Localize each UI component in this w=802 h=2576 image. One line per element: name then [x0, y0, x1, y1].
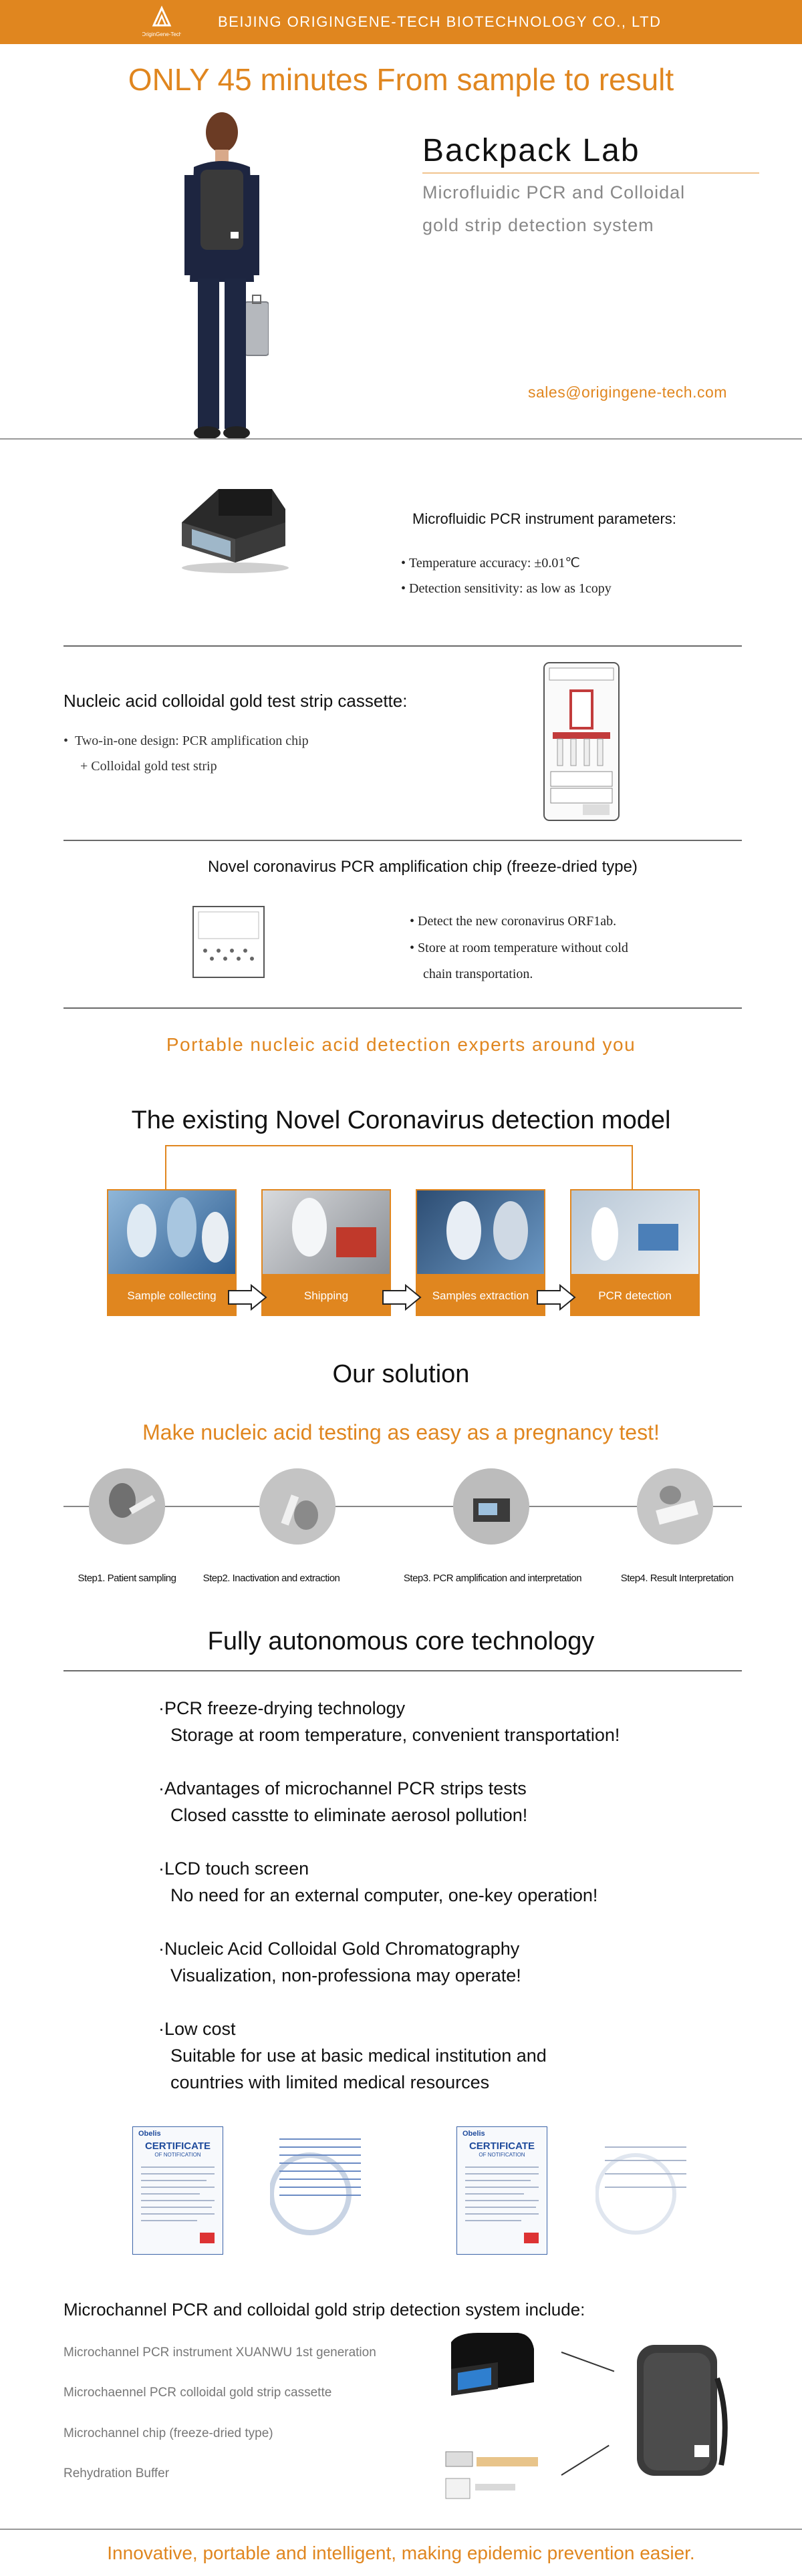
- step-label: Step3. PCR amplification and interpretation: [403, 1573, 582, 1584]
- tech-item-microchannel: [158, 1775, 527, 1828]
- section-divider: [63, 1007, 742, 1009]
- portable-tagline: Portable nucleic acid detection experts around you: [166, 1034, 636, 1055]
- solution-title: Our solution: [332, 1360, 470, 1388]
- existing-model-title: The existing Novel Coronavirus detection model: [131, 1106, 671, 1134]
- tech-item-head: ·LCD touch screen: [158, 1859, 309, 1879]
- tech-item-desc: Suitable for use at basic medical institution and: [170, 2046, 547, 2066]
- tech-item-desc: Storage at room temperature, convenient transportation!: [170, 1725, 620, 1745]
- pcr-chip-image: [192, 905, 265, 979]
- step-label: Step2. Inactivation and extraction: [203, 1573, 340, 1584]
- certificate-annex-image: [595, 2127, 696, 2239]
- shipping-photo: [263, 1190, 390, 1274]
- arrow-right-icon: [227, 1284, 267, 1311]
- hero-subtitle-line1: Microfluidic PCR and Colloidal: [422, 182, 686, 202]
- hero-title: Backpack Lab: [422, 133, 640, 168]
- include-item: Rehydration Buffer: [63, 2466, 170, 2480]
- solution-subtitle: Make nucleic acid testing as easy as a pregnancy test!: [142, 1420, 660, 1444]
- pcr-amplification-icon: [453, 1468, 529, 1545]
- step-caption: Shipping: [303, 1289, 349, 1302]
- section-divider: [63, 645, 742, 647]
- step-sample-collecting: [107, 1189, 237, 1316]
- result-interpretation-icon: [637, 1468, 713, 1545]
- connector-line: [561, 2445, 609, 2476]
- certificate-annex-image: [270, 2127, 370, 2239]
- chip-bullet1-text: Detect the new coronavirus ORF1ab.: [418, 914, 617, 929]
- instrument-bullet-text: Temperature accuracy: ±0.01℃: [409, 556, 580, 571]
- hero-divider: [0, 438, 802, 440]
- instrument-bullet-sensitivity: • Detection sensitivity: as low as 1copy: [401, 581, 612, 596]
- include-item: Microchannel PCR instrument XUANWU 1st generation: [63, 2346, 376, 2360]
- step-label: Step4. Result Interpretation: [620, 1573, 734, 1584]
- person-with-backpack-image: [175, 108, 269, 442]
- instrument-bullet-accuracy: • Temperature accuracy: ±0.01℃: [401, 556, 580, 571]
- chip-heading: Novel coronavirus PCR amplification chip (freeze-dried type): [208, 858, 638, 876]
- hero-title-underline: [422, 172, 759, 174]
- certificate-brand: Obelis: [138, 2130, 161, 2138]
- tech-item-head: ·PCR freeze-drying technology: [158, 1698, 406, 1718]
- tech-item-head: ·Nucleic Acid Colloidal Gold Chromatography: [158, 1939, 520, 1959]
- flow-bracket-line: [165, 1145, 633, 1189]
- include-item: Microchaennel PCR colloidal gold strip cassette: [63, 2386, 332, 2400]
- certificate-title: CERTIFICATE: [469, 2140, 535, 2152]
- core-tech-title: Fully autonomous core technology: [207, 1627, 595, 1655]
- step-caption: Sample collecting: [127, 1289, 217, 1302]
- connector-line: [561, 2352, 615, 2372]
- chip-bullet2: • Store at room temperature without cold: [410, 941, 628, 955]
- header-bar: [0, 0, 802, 44]
- certificate-subtitle: OF NOTIFICATION: [479, 2152, 525, 2158]
- certificate-subtitle: OF NOTIFICATION: [154, 2152, 201, 2158]
- tech-item-chromatography: [158, 1935, 521, 1989]
- chip-bullet2-line2: chain transportation.: [423, 967, 533, 981]
- step-caption: Samples extraction: [432, 1289, 529, 1302]
- tech-item-head: ·Low cost: [158, 2019, 236, 2039]
- test-strip-cassette-image: [543, 661, 620, 822]
- step-samples-extraction: [416, 1189, 545, 1316]
- tech-item-head: ·Advantages of microchannel PCR strips tests: [158, 1778, 527, 1798]
- company-name: BEIJING ORIGINGENE-TECH BIOTECHNOLOGY CO., LTD: [218, 13, 662, 30]
- chip-bullet1: • Detect the new coronavirus ORF1ab.: [410, 914, 617, 929]
- footer-divider: [0, 2529, 802, 2530]
- include-item: Microchannel chip (freeze-dried type): [63, 2426, 273, 2440]
- contact-email-link[interactable]: sales@origingene-tech.com: [528, 383, 727, 401]
- arrow-right-icon: [536, 1284, 576, 1311]
- company-logo: [142, 3, 181, 41]
- pcr-instrument-product-image: [438, 2329, 537, 2404]
- samples-extraction-photo: [417, 1190, 544, 1274]
- backpack-product-image: [630, 2338, 730, 2482]
- section-divider: [63, 1670, 742, 1671]
- logo-text: OriginGene-Tech: [142, 31, 181, 37]
- arrow-right-icon: [382, 1284, 422, 1311]
- section-divider: [63, 840, 742, 841]
- tech-item-desc: Closed casstte to eliminate aerosol pollution!: [170, 1805, 528, 1825]
- inactivation-extraction-icon: [259, 1468, 336, 1545]
- system-includes-heading: Microchannel PCR and colloidal gold strip detection system include:: [63, 2299, 585, 2319]
- tech-item-low-cost: [158, 2016, 547, 2096]
- footer-slogan: Innovative, portable and intelligent, making epidemic prevention easier.: [107, 2543, 695, 2563]
- certificate-image: [456, 2126, 547, 2255]
- step-shipping: [261, 1189, 391, 1316]
- instrument-bullet-text: Detection sensitivity: as low as 1copy: [409, 581, 612, 596]
- instrument-heading: Microfluidic PCR instrument parameters:: [412, 510, 676, 527]
- tech-item-desc: countries with limited medical resources: [170, 2072, 490, 2092]
- step-caption: PCR detection: [598, 1289, 672, 1302]
- pcr-instrument-image: [172, 482, 292, 576]
- tech-item-lcd: [158, 1855, 597, 1909]
- patient-sampling-icon: [89, 1468, 165, 1545]
- hero-subtitle-line2: gold strip detection system: [422, 215, 654, 235]
- certificate-title: CERTIFICATE: [144, 2140, 211, 2152]
- certificate-brand: Obelis: [462, 2130, 485, 2138]
- chip-bullet2-text: Store at room temperature without cold: [418, 941, 628, 955]
- certificate-image: [132, 2126, 223, 2255]
- pcr-detection-photo: [571, 1190, 698, 1274]
- tech-item-freeze-drying: [158, 1695, 620, 1748]
- cassette-heading: Nucleic acid colloidal gold test strip cassette:: [63, 691, 408, 711]
- tech-item-desc: No need for an external computer, one-key operation!: [170, 1885, 598, 1905]
- cassette-line1: • Two-in-one design: PCR amplification chip: [63, 734, 309, 748]
- cassette-line1-text: Two-in-one design: PCR amplification chip: [75, 734, 309, 748]
- step-label: Step1. Patient sampling: [78, 1573, 176, 1584]
- hero-headline: ONLY 45 minutes From sample to result: [128, 62, 674, 97]
- chip-and-buffer-image: [442, 2445, 541, 2505]
- cassette-line2: + Colloidal gold test strip: [80, 759, 217, 774]
- sample-collecting-photo: [108, 1190, 235, 1274]
- tech-item-desc: Visualization, non-professiona may operate!: [170, 1965, 521, 1985]
- step-pcr-detection: [570, 1189, 700, 1316]
